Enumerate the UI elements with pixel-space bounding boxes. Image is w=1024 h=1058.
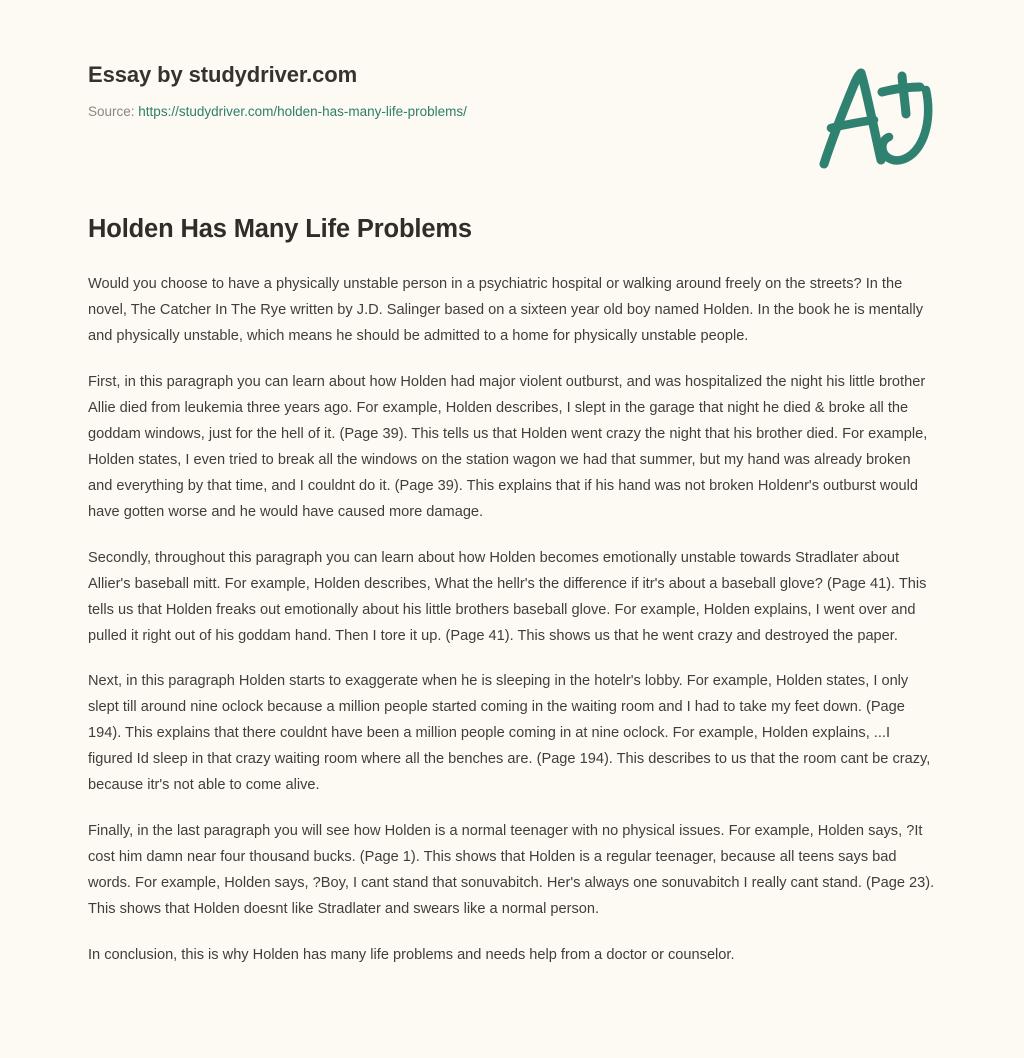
page-header bbox=[88, 0, 936, 118]
source-url-link[interactable]: https://studydriver.com/holden-has-many-life-problems/ bbox=[138, 104, 467, 120]
paragraph-finally: Finally, in the last paragraph you will see how Holden is a normal teenager with no physical issues. For example, Holden says, ?It cost him damn near four thousand bucks. (Page 1). This shows that Holden is a regular teenager, because all teens says bad words. For example, Holden says, ?Boy, I cant stand that sonuvabitch. Her's always one sonuvabitch I really cant stand. (Page 23). This shows that Holden doesnt like Stradlater and swears like a normal person. bbox=[88, 823, 935, 918]
article-container bbox=[88, 214, 936, 969]
paragraph-intro: Would you choose to have a physically unstable person in a psychiatric hospital or walking around freely on the streets? In the novel, The Catcher In The Rye written by J.D. Salinger based on a sixteen year old boy named Holden. In the book he is mentally and physically unstable, which means he should be admitted to a home for physically unstable people. bbox=[88, 275, 924, 344]
page-title: Holden Has Many Life Problems bbox=[88, 215, 472, 243]
paragraph-conclusion: In conclusion, this is why Holden has many life problems and needs help from a doctor or counselor. bbox=[88, 947, 735, 964]
source-label: Source: bbox=[88, 104, 135, 120]
source-line bbox=[88, 104, 936, 120]
paragraph-first: First, in this paragraph you can learn about how Holden had major violent outburst, and was hospitalized the night his little brother Allie died from leukemia three years ago. For example, Holden describes, I slept in the garage that night he died & broke all the goddam windows, just for the hell of it. (Page 39). This tells us that Holden went crazy the night that his brother died. For example, Holden states, I even tried to break all the windows on the station wagon we had that summer, but my hand was already broken and everything by that time, and I couldnt do it. (Page 39). This explains that if his hand was not broken Holdenr's outburst would have gotten worse and he would have caused more damage. bbox=[88, 373, 928, 520]
brand-title: Essay by studydriver.com bbox=[88, 62, 358, 87]
paragraph-secondly: Secondly, throughout this paragraph you can learn about how Holden becomes emotionally unstable towards Stradlater about Allier's baseball mitt. For example, Holden describes, What the hellr's the difference if itr's about a baseball glove? (Page 41). This tells us that Holden freaks out emotionally about his little brothers baseball glove. For example, Holden explains, I went over and pulled it right out of his goddam hand. Then I tore it up. (Page 41). This shows us that he went crazy and destroyed the paper. bbox=[88, 549, 927, 644]
article-body bbox=[88, 272, 936, 969]
paragraph-next: Next, in this paragraph Holden starts to exaggerate when he is sleeping in the hotelr's lobby. For example, Holden states, I only slept till around nine oclock because a million people started coming in the waiting room and I had to take my feet down. (Page 194). This explains that there couldnt have been a million people coming in at nine oclock. For example, Holden explains, ...I figured Id sleep in that crazy waiting room where all the benches are. (Page 194). This describes to us that the room cant be crazy, because itr's not able to come alive. bbox=[88, 673, 931, 794]
